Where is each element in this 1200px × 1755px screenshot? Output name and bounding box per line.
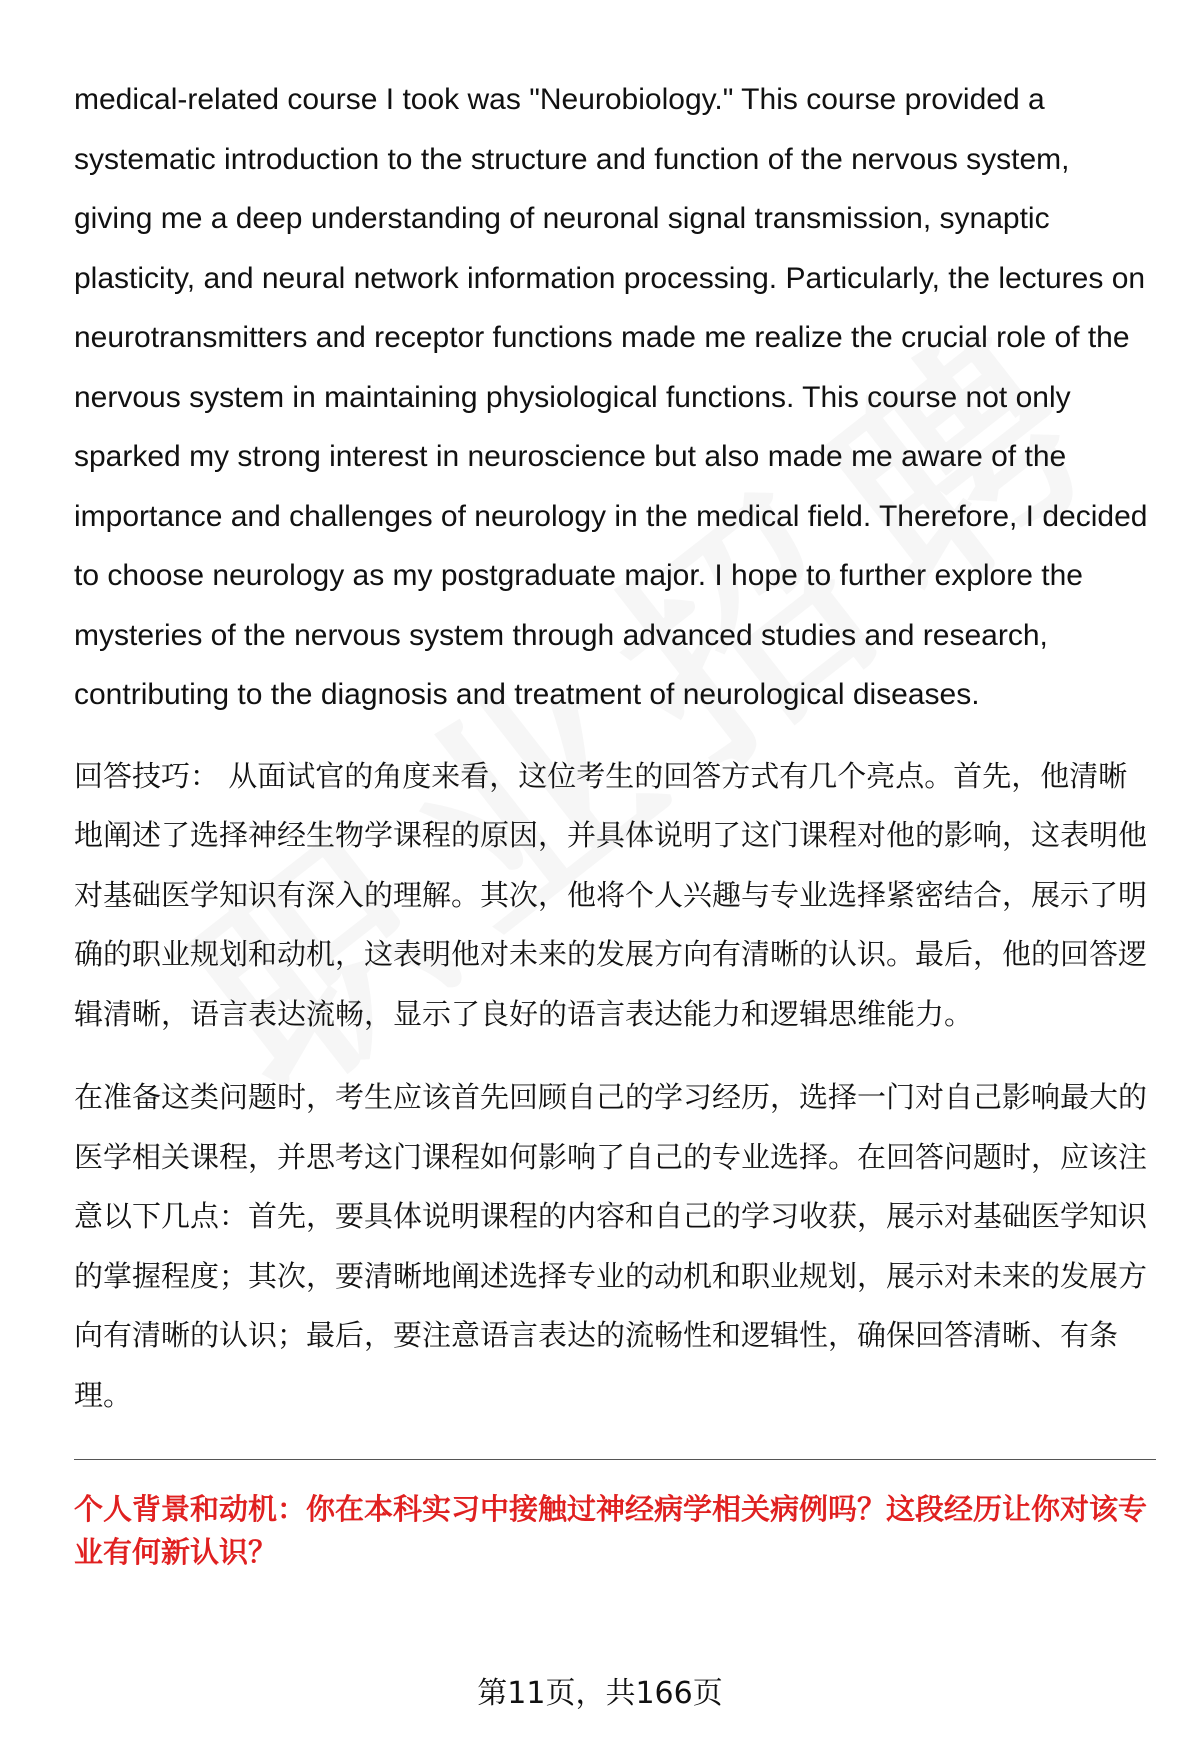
paragraph-spacer	[74, 1425, 1156, 1459]
page-number-footer: 第11页，共166页	[477, 1676, 723, 1711]
section-divider	[74, 1459, 1156, 1460]
preparation-paragraph: 在准备这类问题时，考生应该首先回顾自己的学习经历，选择一门对自己影响最大的医学相关课程，并思考这门课程如何影响了自己的专业选择。在回答问题时，应该注意以下几点：首先，要具体说明课程的内容和自己的学习收获，展示对基础医学知识的掌握程度；其次，要清晰地阐述选择专业的动机和职业规划，展示对未来的发展方向有清晰的认识；最后，要注意语言表达的流畅性和逻辑性，确保回答清晰、有条理。	[74, 1080, 1148, 1412]
next-question-heading: 个人背景和动机：你在本科实习中接触过神经病学相关病例吗？这段经历让你对该专业有何新认识？	[74, 1492, 1148, 1569]
page-content	[74, 70, 1156, 1574]
paragraph-spacer	[74, 1044, 1156, 1068]
answer-paragraph-english: medical-related course I took was "Neurobiology." This course provided a systematic introduction to the structure and function of the nervous system, giving me a deep understanding of neuronal signal transmission, synaptic plasticity, and neural network information processing. Particularly, the lectures on neurotransmitters and receptor functions made me realize the crucial role of the nervous system in maintaining physiological functions. This course not only sparked my strong interest in neuroscience but also made me aware of the importance and challenges of neurology in the medical field. Therefore, I decided to choose neurology as my postgraduate major. I hope to further explore the mysteries of the nervous system through advanced studies and research, contributing to the diagnosis and treatment of neurological diseases.	[74, 83, 1148, 711]
paragraph-spacer	[74, 725, 1156, 747]
answer-tips-paragraph: 回答技巧： 从面试官的角度来看，这位考生的回答方式有几个亮点。首先，他清晰地阐述了选择神经生物学课程的原因，并具体说明了这门课程对他的影响，这表明他对基础医学知识有深入的理解。其次，他将个人兴趣与专业选择紧密结合，展示了明确的职业规划和动机，这表明他对未来的发展方向有清晰的认识。最后，他的回答逻辑清晰，语言表达流畅，显示了良好的语言表达能力和逻辑思维能力。	[74, 758, 1148, 1031]
